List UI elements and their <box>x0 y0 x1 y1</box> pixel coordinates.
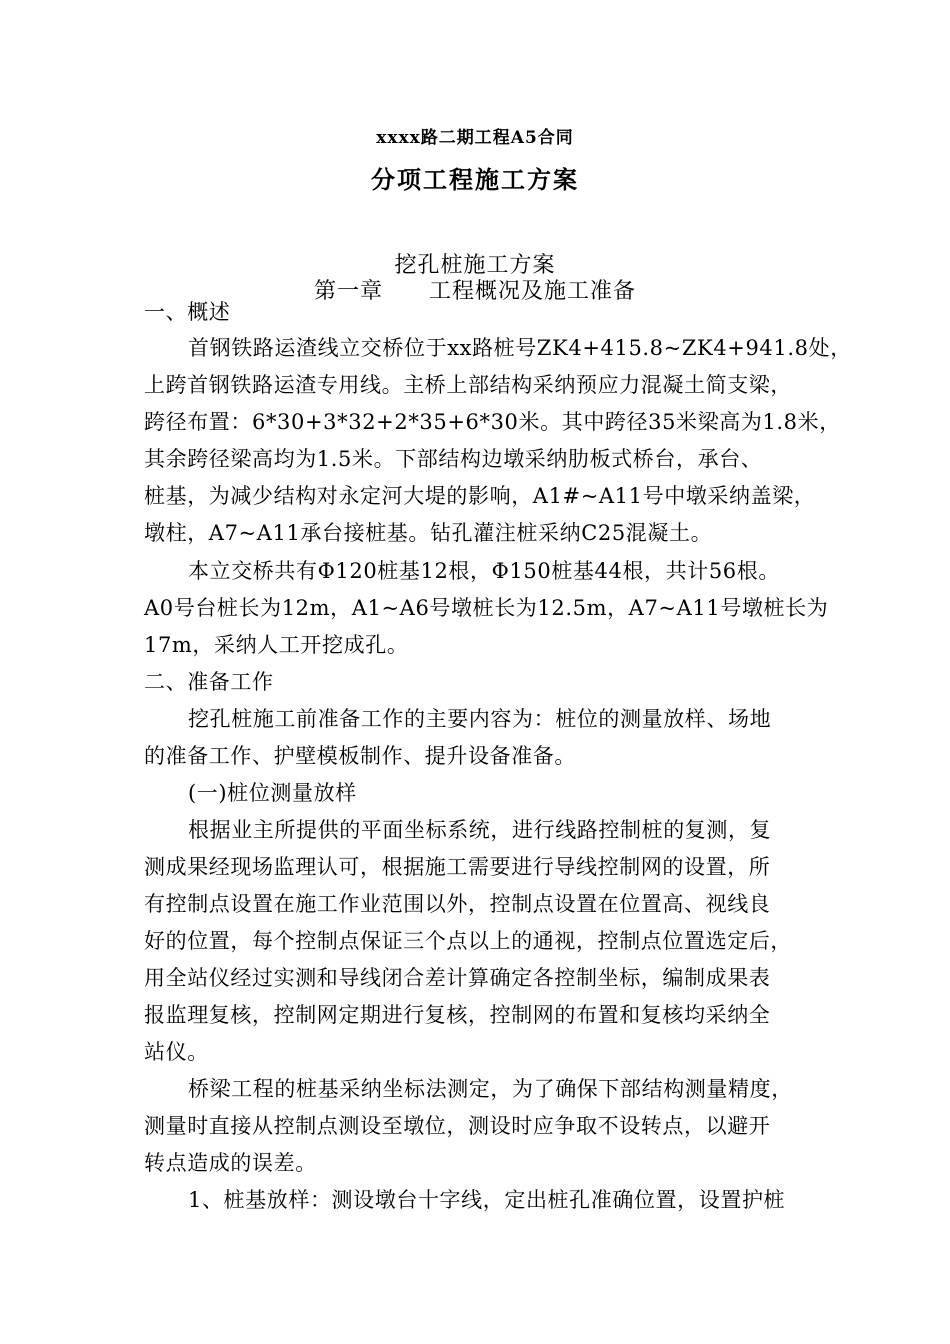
paragraph-line: 其余跨径梁高均为1.5米。下部结构边墩采纳肋板式桥台，承台、 <box>144 447 763 471</box>
paragraph-line: 的准备工作、护壁模板制作、提升设备准备。 <box>144 744 576 768</box>
document-title: 分项工程施工方案 <box>371 165 579 194</box>
paragraph-line: 好的位置，每个控制点保证三个点以上的通视，控制点位置选定后， <box>144 929 792 953</box>
paragraph-line: 桩基，为减少结构对永定河大堤的影响，A1#~A11号中墩采纳盖梁， <box>144 484 816 508</box>
paragraph-line: 本立交桥共有Φ120桩基12根，Φ150桩基44根，共计56根。 <box>188 559 780 583</box>
paragraph-line: 挖孔桩施工前准备工作的主要内容为：桩位的测量放样、场地 <box>188 707 772 731</box>
paragraph-line: 17m，采纳人工开挖成孔。 <box>144 633 409 657</box>
paragraph-line: 转点造成的误差。 <box>144 1151 317 1175</box>
paragraph-line: 有控制点设置在施工作业范围以外，控制点设置在位置高、视线良 <box>144 892 771 916</box>
paragraph-line: 首钢铁路运渣线立交桥位于xx路桩号ZK4+415.8~ZK4+941.8处， <box>188 336 852 360</box>
paragraph-line: 站仪。 <box>144 1040 209 1064</box>
paragraph-line: 用全站仪经过实测和导线闭合差计算确定各控制坐标，编制成果表 <box>144 966 771 990</box>
paragraph-line: 1、桩基放样：测设墩台十字线，定出桩孔准确位置，设置护桩 <box>188 1188 786 1212</box>
paragraph-line: 报监理复核，控制网定期进行复核，控制网的布置和复核均采纳全 <box>144 1003 771 1027</box>
chapter-title: 第一章 工程概况及施工准备 <box>313 279 636 304</box>
subsection-heading: (一)桩位测量放样 <box>188 781 357 805</box>
paragraph-line: 上跨首钢铁路运渣专用线。主桥上部结构采纳预应力混凝土简支梁， <box>144 373 792 397</box>
paragraph-line: 测成果经现场监理认可，根据施工需要进行导线控制网的设置，所 <box>144 855 771 879</box>
paragraph-line: 跨径布置：6*30+3*32+2*35+6*30米。其中跨径35米梁高为1.8米， <box>144 410 841 434</box>
paragraph-line: 根据业主所提供的平面坐标系统，进行线路控制桩的复测，复 <box>188 818 772 842</box>
section-heading-preparation: 二、准备工作 <box>144 670 274 694</box>
section-heading-overview: 一、概述 <box>144 300 231 324</box>
plan-title: 挖孔桩施工方案 <box>394 253 556 278</box>
paragraph-line: 测量时直接从控制点测设至墩位，测设时应争取不设转点，以避开 <box>144 1114 771 1138</box>
paragraph-line: A0号台桩长为12m，A1~A6号墩桩长为12.5m，A7~A11号墩桩长为 <box>144 596 829 620</box>
paragraph-line: 墩柱，A7~A11承台接桩基。钻孔灌注桩采纳C25混凝土。 <box>144 521 713 545</box>
contract-header: xxxx路二期工程A5合同 <box>376 128 574 148</box>
paragraph-line: 桥梁工程的桩基采纳坐标法测定，为了确保下部结构测量精度， <box>188 1077 793 1101</box>
